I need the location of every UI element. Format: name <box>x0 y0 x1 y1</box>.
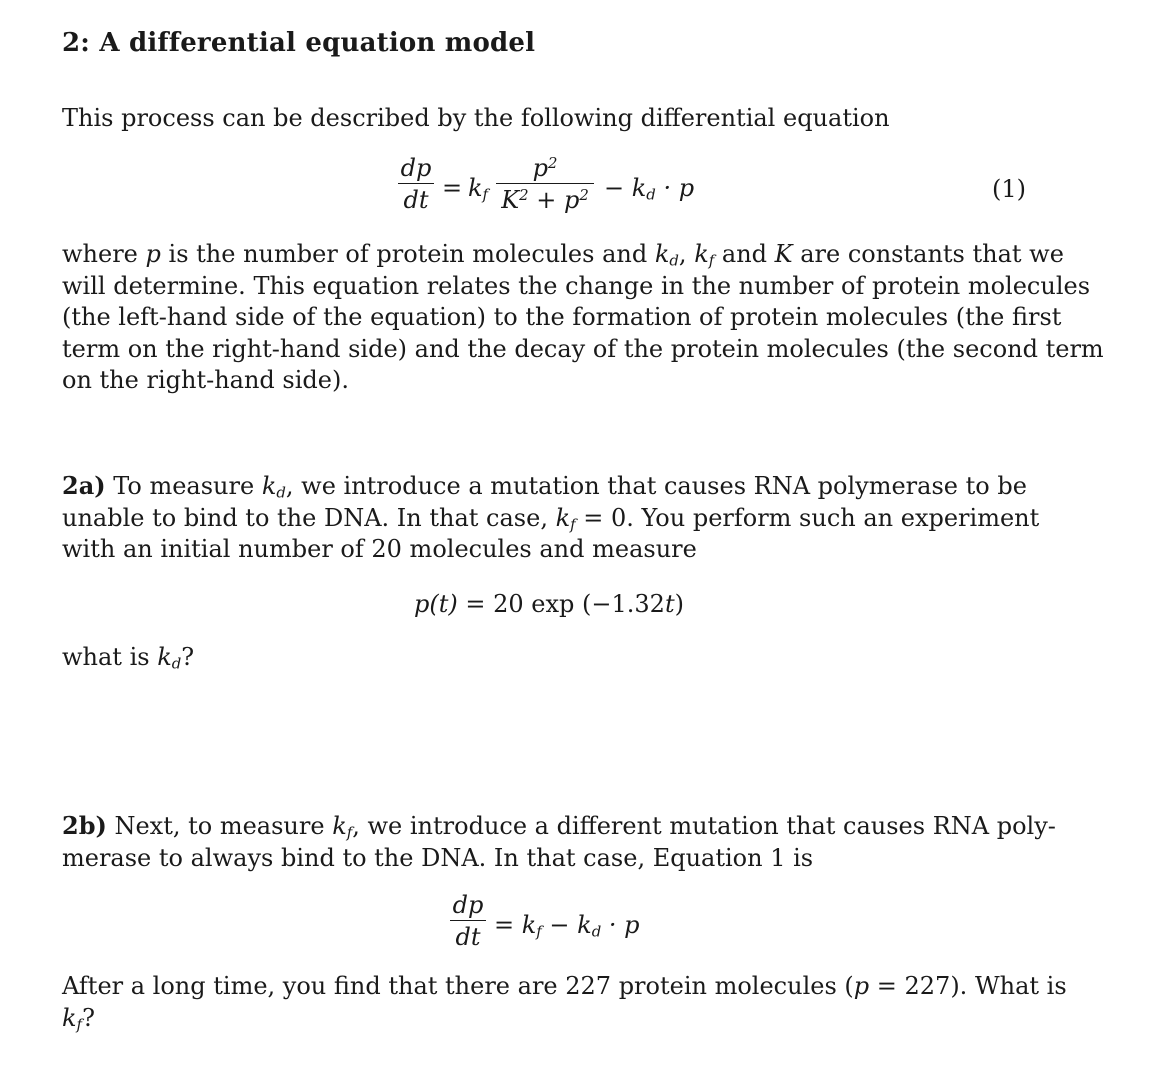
f-subscript: f <box>708 251 715 270</box>
text: = 20 exp (−1.32 <box>457 590 665 618</box>
paragraph-line: with an initial number of 20 molecules and measure <box>62 535 697 563</box>
decay-equation <box>414 590 684 618</box>
p-symbol: p <box>853 972 870 1000</box>
part-b-question <box>62 971 1067 1034</box>
text: ? <box>181 643 195 671</box>
k-symbol: k <box>555 503 571 532</box>
part-a-paragraph <box>62 470 1040 566</box>
equals-sign: = <box>442 174 463 202</box>
p-symbol: p <box>532 154 548 182</box>
d-subscript: d <box>276 483 286 502</box>
text: ) <box>674 590 684 618</box>
fraction-denominator: dt <box>403 186 429 214</box>
k-symbol: k <box>332 812 347 840</box>
paragraph-line <box>62 239 1064 271</box>
d-subscript: d <box>591 922 602 941</box>
text: After a long time, you find that there are 227 protein molecules ( <box>62 972 854 1000</box>
paragraph-line: (the left-hand side of the equation) to the formation of protein molecules (the first <box>62 303 1062 331</box>
dot-p: · p <box>655 174 695 202</box>
p-symbol: p <box>145 240 161 268</box>
paragraph-line <box>62 470 1026 503</box>
text: = 0. You perform such an experiment <box>575 503 1040 532</box>
fraction-numerator <box>496 155 594 181</box>
intro-paragraph <box>62 103 1026 135</box>
k-symbol: k <box>261 472 277 500</box>
fraction-numerator: dp <box>400 154 432 182</box>
text: where <box>62 240 146 268</box>
d-subscript: d <box>669 251 679 270</box>
paragraph-line <box>62 503 1040 535</box>
text: To measure <box>105 472 262 500</box>
f-subscript: f <box>536 922 542 941</box>
text: ? <box>82 1003 95 1032</box>
section-heading: 2: A differential equation model <box>62 28 536 58</box>
f-subscript: f <box>346 823 353 842</box>
text: and <box>714 240 775 268</box>
k-symbol: k <box>62 1003 77 1032</box>
t-symbol: t <box>664 590 675 618</box>
equation-rhs <box>494 911 640 939</box>
paragraph-line: will determine. This equation relates the change in the number of protein molecules <box>62 271 1091 300</box>
paragraph-line: merase to always bind to the DNA. In that case, Equation 1 is <box>62 843 814 872</box>
equation-number: (1) <box>992 175 1026 203</box>
constitutive-equation <box>450 892 670 958</box>
p-symbol: p <box>414 590 430 618</box>
fraction-bar <box>450 920 486 921</box>
text: Next, to measure <box>106 812 333 840</box>
paragraph-line <box>62 971 1067 1003</box>
decay-term <box>604 174 694 202</box>
fraction-numerator: dp <box>452 891 484 919</box>
dp-dt-fraction <box>450 892 486 950</box>
fraction-denominator <box>496 187 594 213</box>
text: , we introduce a different mutation that causes RNA poly- <box>352 812 1056 840</box>
k-symbol: k <box>157 643 172 671</box>
paragraph-line: on the right-hand side). <box>62 366 349 394</box>
text: what is <box>62 643 158 671</box>
f-subscript: f <box>482 185 489 204</box>
text: = 227). What is <box>869 972 1067 1000</box>
text: (t) <box>429 590 458 618</box>
d-subscript: d <box>171 654 182 673</box>
exponent: 2 <box>519 185 529 204</box>
f-subscript: f <box>76 1015 83 1034</box>
text: · p <box>601 911 640 939</box>
text: − k <box>541 911 592 939</box>
f-subscript: f <box>570 515 576 534</box>
K-symbol: K <box>501 186 520 214</box>
exponent: 2 <box>579 185 589 204</box>
text: unable to bind to the DNA. In that case, <box>62 503 556 532</box>
text: , <box>678 240 695 268</box>
k-symbol: k <box>468 174 483 202</box>
text: = k <box>494 911 537 939</box>
where-paragraph <box>62 239 1104 397</box>
fraction-bar <box>496 183 594 184</box>
text: is the number of protein molecules and <box>160 240 655 268</box>
minus-kd: − k <box>604 174 647 202</box>
part-label: 2a) <box>62 471 106 500</box>
exponent: 2 <box>547 153 558 172</box>
paragraph-line <box>62 642 1026 674</box>
paragraph-line <box>62 810 1056 843</box>
k-symbol: k <box>694 240 709 268</box>
p-symbol: p <box>563 186 580 214</box>
hill-fraction <box>496 155 594 213</box>
part-b-paragraph <box>62 810 1056 874</box>
plus-sign: + <box>528 186 564 214</box>
k-symbol: k <box>654 240 670 268</box>
paragraph-line: term on the right-hand side) and the decay of the protein molecules (the second term <box>62 334 1104 363</box>
fraction-denominator: dt <box>455 923 481 951</box>
fraction-bar <box>398 183 434 184</box>
kf-coefficient <box>468 174 488 202</box>
part-label: 2b) <box>62 811 107 840</box>
text: are constants that we <box>792 240 1064 268</box>
intro-line: This process can be described by the following differential equation <box>62 104 890 132</box>
K-symbol: K <box>774 240 793 268</box>
d-subscript: d <box>646 185 656 204</box>
part-a-question <box>62 642 1026 674</box>
dp-dt-fraction <box>398 155 434 213</box>
text: , we introduce a mutation that causes RNA polymerase to be <box>285 472 1027 500</box>
paragraph-line <box>62 1003 1026 1035</box>
